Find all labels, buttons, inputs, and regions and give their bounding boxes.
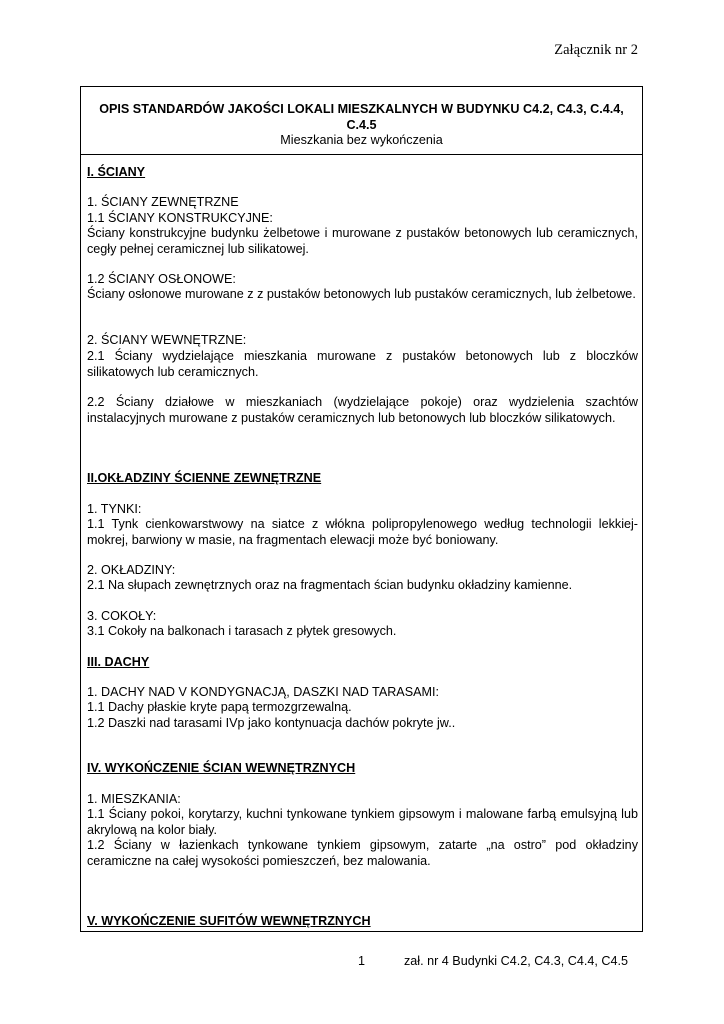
paragraph: 1.1 Dachy płaskie kryte papą termozgrzewalną.	[87, 700, 352, 714]
paragraph: 1.2 ŚCIANY OSŁONOWE:	[87, 272, 236, 286]
paragraph: 1.2 Daszki nad tarasami IVp jako kontynuacja dachów pokryte jw..	[87, 716, 456, 730]
section-heading-ceilings: V. WYKOŃCZENIE SUFITÓW WEWNĘTRZNYCH	[87, 914, 371, 928]
paragraph: 1. TYNKI:	[87, 502, 142, 516]
document-content	[81, 155, 642, 932]
paragraph: 1. DACHY NAD V KONDYGNACJĄ, DASZKI NAD TARASAMI:	[87, 685, 439, 699]
paragraph: Ściany konstrukcyjne budynku żelbetowe i murowane z pustaków betonowych lub ceramicznych, cegły pełnej ceramicznej lub silikatowej.	[87, 226, 638, 256]
section-heading-roofs: III. DACHY	[87, 655, 150, 669]
paragraph: 1.2 Ściany w łazienkach tynkowane tynkiem gipsowym, zatarte „na ostro” pod okładziny ceramiczne na całej wysokości pomieszczeń, bez malowania.	[87, 838, 638, 868]
paragraph: 3.1 Cokoły na balkonach i tarasach z płytek gresowych.	[87, 624, 397, 638]
paragraph: 1.1 ŚCIANY KONSTRUKCYJNE:	[87, 211, 273, 225]
paragraph: 2. OKŁADZINY:	[87, 563, 176, 577]
paragraph: 2.1 Ściany wydzielające mieszkania murowane z pustaków betonowych lub z bloczków silikatowych lub ceramicznych.	[87, 349, 638, 379]
paragraph: 1. ŚCIANY ZEWNĘTRZNE	[87, 195, 239, 209]
section-heading-interior-walls: IV. WYKOŃCZENIE ŚCIAN WEWNĘTRZNYCH	[87, 761, 356, 775]
page-number: 1	[358, 954, 366, 968]
document-frame	[80, 86, 643, 932]
section-heading-cladding: II.OKŁADZINY ŚCIENNE ZEWNĘTRZNE	[87, 471, 322, 485]
paragraph: 3. COKOŁY:	[87, 609, 157, 623]
document-subtitle: Mieszkania bez wykończenia	[280, 133, 443, 147]
paragraph: 2.1 Na słupach zewnętrznych oraz na fragmentach ścian budynku okładziny kamienne.	[87, 578, 573, 592]
document-header	[81, 87, 642, 155]
document-title: OPIS STANDARDÓW JAKOŚCI LOKALI MIESZKALNYCH W BUDYNKU C4.2, C4.3, C.4.4, C.4.5	[99, 102, 624, 132]
paragraph: 2.2 Ściany działowe w mieszkaniach (wydzielające pokoje) oraz wydzielenia szachtów instalacyjnych murowane z pustaków ceramicznych lub betonowych lub bloczków silikatowych.	[87, 395, 638, 425]
paragraph: 1.1 Ściany pokoi, korytarzy, kuchni tynkowane tynkiem gipsowym i malowane farbą emulsyjną lub akrylową na kolor biały.	[87, 807, 638, 837]
attachment-label: Załącznik nr 2	[554, 42, 638, 58]
paragraph: 2. ŚCIANY WEWNĘTRZNE:	[87, 333, 247, 347]
section-heading-walls: I. ŚCIANY	[87, 165, 146, 179]
footer-note: zał. nr 4 Budynki C4.2, C4.3, C4.4, C4.5	[404, 954, 629, 968]
paragraph: 1. MIESZKANIA:	[87, 792, 181, 806]
paragraph: Ściany osłonowe murowane z z pustaków betonowych lub pustaków ceramicznych, lub żelbetowe.	[87, 287, 636, 301]
paragraph: 1.1 Tynk cienkowarstwowy na siatce z włókna polipropylenowego według technologii lekkiej-mokrej, barwiony w masie, na fragmentach elewacji może być boniowany.	[87, 517, 638, 547]
